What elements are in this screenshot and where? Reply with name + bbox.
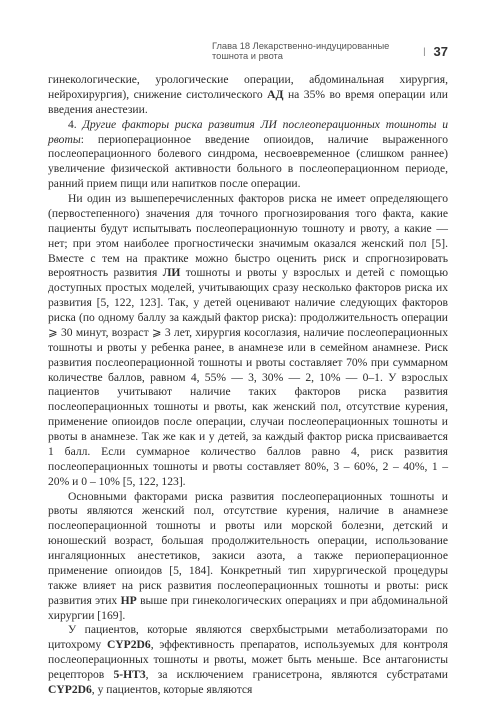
receptor-5ht3: 5-HT3: [113, 668, 146, 681]
paragraph-continued: [48, 73, 448, 118]
page-number: 37: [433, 43, 448, 59]
paragraph-other-risk-factors: [48, 118, 448, 192]
running-header: [212, 40, 448, 62]
page-body: [48, 73, 448, 698]
text-run: : периоперационное введение опиоидов, наличие выраженного послеоперационного болевого синдрома, несвоевременное (слишком раннее) увеличение физической активности больного в послеоперационном периоде, ранний прием пищи или напитков после операции.: [48, 132, 448, 191]
list-number: 4.: [68, 117, 83, 131]
abbr-hp: НР: [120, 593, 137, 607]
text-run: Ни один из вышеперечисленных факторов риска не имеет определяющего (первостепенного) значения для точного прогнозирования того факта, какие пациенты будут испытывать послеоперационную тошноту и рвоту, а какие — нет; при этом наиболее прогностически значимым оказался женский пол [5]. Вместе с тем на практике можно быстро оценить риск и спрогнозировать вероятность развития: [48, 192, 448, 280]
text-run: , эффективность препаратов, используемых для контроля послеоперационных тошноты и рвоты, может быть меньше. Все антагонисты рецепторов: [48, 638, 448, 681]
text-run: , у пациентов, которые являются: [91, 682, 253, 696]
risk-factors-heading: Другие факторы риска развития ЛИ послеоперационных тошноты и рвоты: [48, 117, 449, 146]
text-run: гинекологические, урологические операции, абдоминальная хирургия, нейрохирургия), снижение систолического: [48, 73, 448, 101]
text-run: выше при гинекологических операциях и при абдоминальной хирургии [169].: [48, 593, 448, 622]
text-run: У пациентов, которые являются сверхбыстрыми метаболизаторами по цитохрому: [48, 623, 448, 652]
text-run: тошноты и рвоты у взрослых и детей с помощью доступных простых моделей, учитывающих сразу несколько факторов риска их развития [5, 122, 123]. Так, у детей оценивают наличие следующих факторов риска (по одному баллу за каждый фактор риска): продолжительность операции ⩾ 30 минут, возраст ⩾ 3 лет, хирургия косоглазия, наличие послеоперационных тошноты и рвоты у ребенка ранее, в анамнезе или в семейном анамнезе. Риск развития послеоперационной тошноты и рвоты составляет 70% при суммарном количестве баллов, равном 4, 55% — 3, 30% — 2, 10% — 0–1. У взрослых пациентов учитывают наличие таких факторов риска развития послеоперационных тошноты и рвоты, как женский пол, отсутствие курения, применение опиоидов после операции, случаи послеоперационных тошноты и рвоты в анамнезе. Так же как и у детей, за каждый фактор риска присваивается 1 балл. Если суммарное количество баллов равно 4, риск развития послеоперационных тошноты и рвоты составляет 80%, 3 – 60%, 2 – 40%, 1 – 20% и 0 – 10% [5, 122, 123].: [48, 266, 448, 488]
gene-cyp2d6: CYP2D6: [48, 682, 92, 696]
text-run: Основными факторами риска развития послеоперационных тошноты и рвоты являются женский пол, отсутствие курения, наличие в анамнезе послеоперационной тошноты и рвоты или морской болезни, детский и юношеский возраст, большая продолжительность операции, использование ингаляционных анестетиков, закиси азота, а также периоперационное применение опиоидов [5, 184]. Конкретный тип хирургической процедуры также влияет на риск развития послеоперационных тошноты и рвоты: риск развития этих: [48, 489, 448, 607]
header-separator: |: [423, 46, 426, 56]
text-run: , за исключением гранисетрона, являются субстратами: [145, 668, 448, 681]
abbr-li: ЛИ: [162, 266, 181, 280]
gene-cyp2d6: CYP2D6: [106, 638, 151, 652]
paragraph-main-risk-factors: [48, 490, 448, 624]
paragraph-risk-models: [48, 192, 448, 490]
text-run: на 35% во время операции или введения анестезии.: [48, 87, 448, 116]
paragraph-cyp2d6: [48, 623, 448, 697]
abbr-ad: АД: [267, 87, 284, 101]
chapter-title: Глава 18 Лекарственно-индуцированные тошнота и рвота: [212, 41, 390, 61]
